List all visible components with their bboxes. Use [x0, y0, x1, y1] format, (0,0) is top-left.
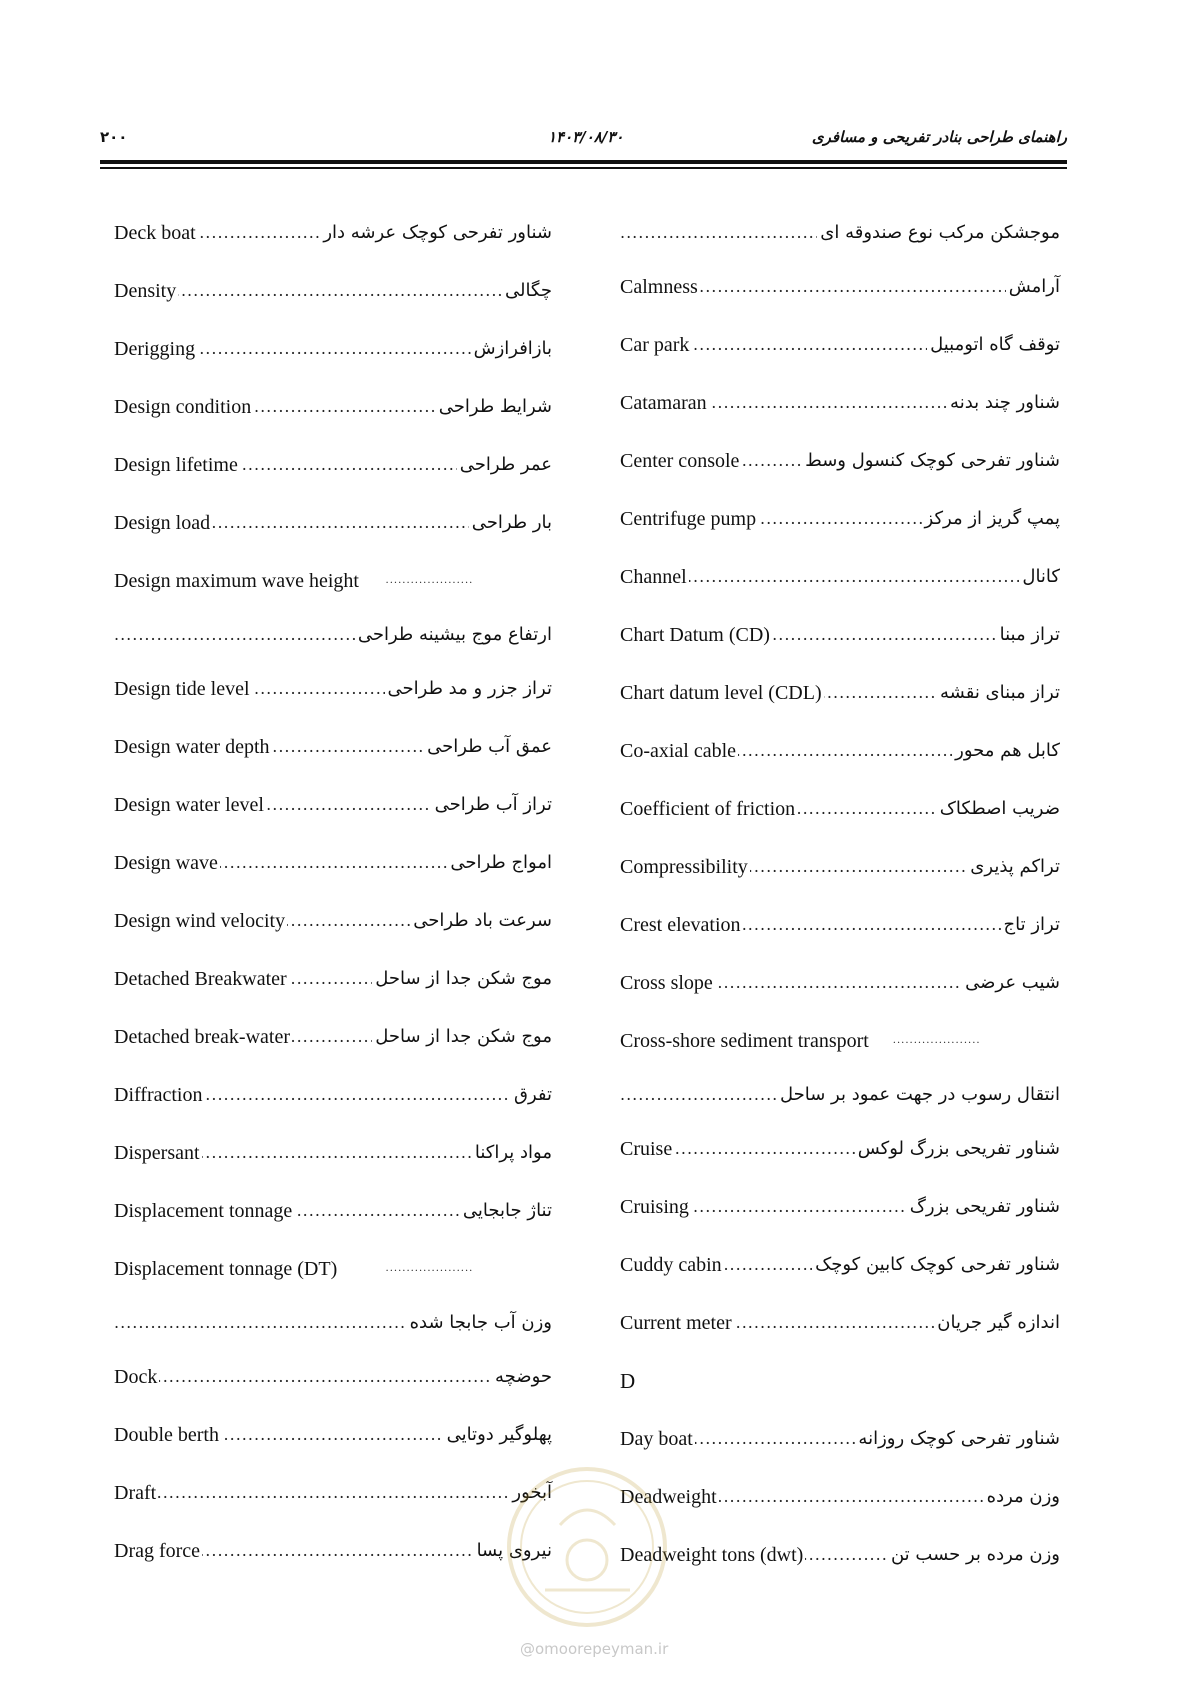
term-persian: ارتفاع موج بیشینه طراحی [355, 620, 552, 650]
term-persian: شناور چند بدنه [947, 388, 1060, 418]
term-persian: نیروی پسا [474, 1536, 552, 1566]
glossary-entry [620, 1474, 1060, 1532]
glossary-entry [620, 380, 1060, 438]
term-english: Density [114, 276, 178, 306]
glossary-entry [620, 1242, 1060, 1300]
term-english: Chart Datum (CD) [620, 620, 772, 650]
term-english: Compressibility [620, 852, 750, 882]
header-rule-thick [100, 160, 1067, 164]
glossary-entry [620, 1532, 1060, 1590]
term-english: Design load [114, 508, 212, 538]
term-english: Car park [620, 330, 691, 360]
term-english: Cross slope [620, 968, 715, 998]
term-english: Center console [620, 446, 741, 476]
term-english: Coefficient of friction [620, 794, 797, 824]
glossary-right-column [620, 210, 1060, 1590]
term-english: Displacement tonnage (DT) [114, 1254, 339, 1284]
term-persian: آبخور [509, 1478, 552, 1508]
term-english: Current meter [620, 1308, 734, 1338]
leader-dots [386, 1254, 474, 1284]
glossary-entry [620, 844, 1060, 902]
term-persian: شیب عرضی [962, 968, 1060, 998]
glossary-entry [620, 438, 1060, 496]
term-english: Deadweight [620, 1482, 719, 1512]
term-english: Deck boat [114, 218, 198, 248]
term-english: Centrifuge pump [620, 504, 758, 534]
term-persian: آرامش [1006, 272, 1060, 302]
glossary-entry [620, 728, 1060, 786]
leader-dots [386, 566, 474, 596]
term-persian: عمق آب طراحی [424, 732, 552, 762]
term-english: Detached break-water [114, 1022, 292, 1052]
glossary-entry [620, 264, 1060, 322]
glossary-entry [114, 612, 552, 666]
term-english: Diffraction [114, 1080, 205, 1110]
glossary-entry [114, 1528, 552, 1586]
term-persian: کابل هم محور [952, 736, 1060, 766]
glossary-entry [620, 1126, 1060, 1184]
leader-dots [114, 1478, 552, 1508]
term-english: Channel [620, 562, 689, 592]
glossary-entry [114, 1246, 552, 1300]
term-english: Dispersant [114, 1138, 202, 1168]
term-english: Design wind velocity [114, 906, 287, 936]
leader-dots [114, 1362, 552, 1392]
term-english: Design water depth [114, 732, 272, 762]
glossary-entry [114, 1072, 552, 1130]
glossary-entry [114, 268, 552, 326]
term-persian: بازافرازش [471, 334, 552, 364]
term-english: Day boat [620, 1424, 695, 1454]
term-english: Design condition [114, 392, 253, 422]
glossary-entry [620, 1416, 1060, 1474]
term-english: Drag force [114, 1536, 202, 1566]
glossary-entry [620, 612, 1060, 670]
glossary-entry [114, 1188, 552, 1246]
term-persian: شناور تفریحی بزرگ لوکس [855, 1134, 1060, 1164]
glossary-entry [114, 1354, 552, 1412]
glossary-entry [114, 724, 552, 782]
term-persian: مواد پراکنا [472, 1138, 552, 1168]
term-persian: شرایط طراحی [436, 392, 552, 422]
term-persian: وزن مرده [984, 1482, 1060, 1512]
term-persian: حوضچه [492, 1362, 552, 1392]
glossary-entry [114, 1014, 552, 1072]
term-persian: تراز تاج [1001, 910, 1060, 940]
term-persian: عمر طراحی [457, 450, 552, 480]
term-persian: بار طراحی [469, 508, 552, 538]
term-english: Derigging [114, 334, 197, 364]
term-persian: تراز جزر و مد طراحی [385, 674, 552, 704]
glossary-entry [620, 554, 1060, 612]
term-persian: موج شکن جدا از ساحل [372, 1022, 552, 1052]
term-persian: شناور تفرحی کوچک کابین کوچک [812, 1250, 1060, 1280]
term-persian: وزن آب جابجا شده [407, 1308, 552, 1338]
term-english: Design wave [114, 848, 220, 878]
term-english: Chart datum level (CDL) [620, 678, 824, 708]
term-english: Catamaran [620, 388, 709, 418]
term-english: Deadweight tons (dwt) [620, 1540, 805, 1570]
glossary-entry [620, 960, 1060, 1018]
term-persian: امواج طراحی [447, 848, 552, 878]
glossary-entry [620, 902, 1060, 960]
term-english: Cross-shore sediment transport [620, 1026, 871, 1056]
term-persian: چگالی [502, 276, 552, 306]
term-english: Crest elevation [620, 910, 743, 940]
page-number: ۲۰۰ [100, 128, 128, 146]
glossary-entry [114, 1300, 552, 1354]
term-persian: پمپ گریز از مرکز [922, 504, 1060, 534]
glossary-entry [114, 558, 552, 612]
glossary-entry [114, 1412, 552, 1470]
term-persian: کانال [1019, 562, 1060, 592]
term-persian: شناور تفرحی کوچک روزانه [855, 1424, 1060, 1454]
term-persian: تراکم پذیری [967, 852, 1060, 882]
term-persian: وزن مرده بر حسب تن [888, 1540, 1060, 1570]
term-persian: موج شکن جدا از ساحل [372, 964, 552, 994]
term-persian: انتقال رسوب در جهت عمود بر ساحل [777, 1080, 1060, 1110]
term-persian: اندازه گیر جریان [934, 1308, 1060, 1338]
term-english: Displacement tonnage [114, 1196, 294, 1226]
watermark-seal-icon [505, 1465, 670, 1630]
glossary-entry [114, 666, 552, 724]
glossary-left-column [114, 210, 552, 1586]
term-persian: توقف گاه اتومبیل [927, 330, 1060, 360]
glossary-entry [114, 1470, 552, 1528]
glossary-entry [114, 384, 552, 442]
term-english: Calmness [620, 272, 700, 302]
glossary-entry [114, 442, 552, 500]
term-persian: تناژ جابجایی [460, 1196, 552, 1226]
term-persian: تفرق [511, 1080, 552, 1110]
term-persian: تراز آب طراحی [432, 790, 552, 820]
term-persian: سرعت باد طراحی [410, 906, 552, 936]
term-english: Design water level [114, 790, 266, 820]
term-english: Design tide level [114, 674, 252, 704]
glossary-entry [114, 1130, 552, 1188]
term-english: Cuddy cabin [620, 1250, 724, 1280]
term-english: Design maximum wave height [114, 566, 361, 596]
glossary-entry [114, 326, 552, 384]
leader-dots [114, 276, 552, 306]
glossary-entry [620, 1184, 1060, 1242]
glossary-entry [620, 670, 1060, 728]
term-persian: شناور تفریحی بزرگ [907, 1192, 1060, 1222]
header-rule-thin [100, 167, 1067, 169]
term-english: Cruising [620, 1192, 691, 1222]
watermark-text: @omoorepeyman.ir [520, 1640, 669, 1658]
glossary-entry [620, 1072, 1060, 1126]
glossary-entry [114, 210, 552, 268]
glossary-entry [620, 210, 1060, 264]
leader-dots [893, 1026, 981, 1056]
term-english: Design lifetime [114, 450, 240, 480]
glossary-entry [114, 782, 552, 840]
header-title: راهنمای طراحی بنادر تفریحی و مسافری [811, 128, 1067, 146]
glossary-entry [620, 1300, 1060, 1358]
glossary-entry [620, 496, 1060, 554]
term-persian: شناور تفرحی کوچک کنسول وسط [802, 446, 1060, 476]
term-english: Cruise [620, 1134, 674, 1164]
term-persian: تراز مبنای نقشه [937, 678, 1060, 708]
term-persian: پهلوگیر دوتایی [444, 1420, 552, 1450]
term-english: Double berth [114, 1420, 221, 1450]
glossary-entry [620, 1018, 1060, 1072]
page-header [100, 128, 1067, 158]
glossary-entry [620, 1358, 1060, 1416]
glossary-entry [620, 786, 1060, 844]
term-persian: موجشکن مرکب نوع صندوقه ای [817, 218, 1060, 248]
glossary-entry [114, 898, 552, 956]
term-persian: ضریب اصطکاک [937, 794, 1060, 824]
term-persian: شناور تفرحی کوچک عرشه دار [320, 218, 552, 248]
glossary-entry [114, 500, 552, 558]
glossary-entry [620, 322, 1060, 380]
section-letter: D [620, 1366, 637, 1396]
glossary-entry [114, 840, 552, 898]
term-english: Detached Breakwater [114, 964, 289, 994]
term-english: Draft [114, 1478, 158, 1508]
term-persian: تراز مبنا [997, 620, 1060, 650]
glossary-entry [114, 956, 552, 1014]
header-date: ۱۴۰۳/۰۸/۳۰ [548, 128, 624, 146]
term-english: Dock [114, 1362, 159, 1392]
term-english: Co-axial cable [620, 736, 738, 766]
